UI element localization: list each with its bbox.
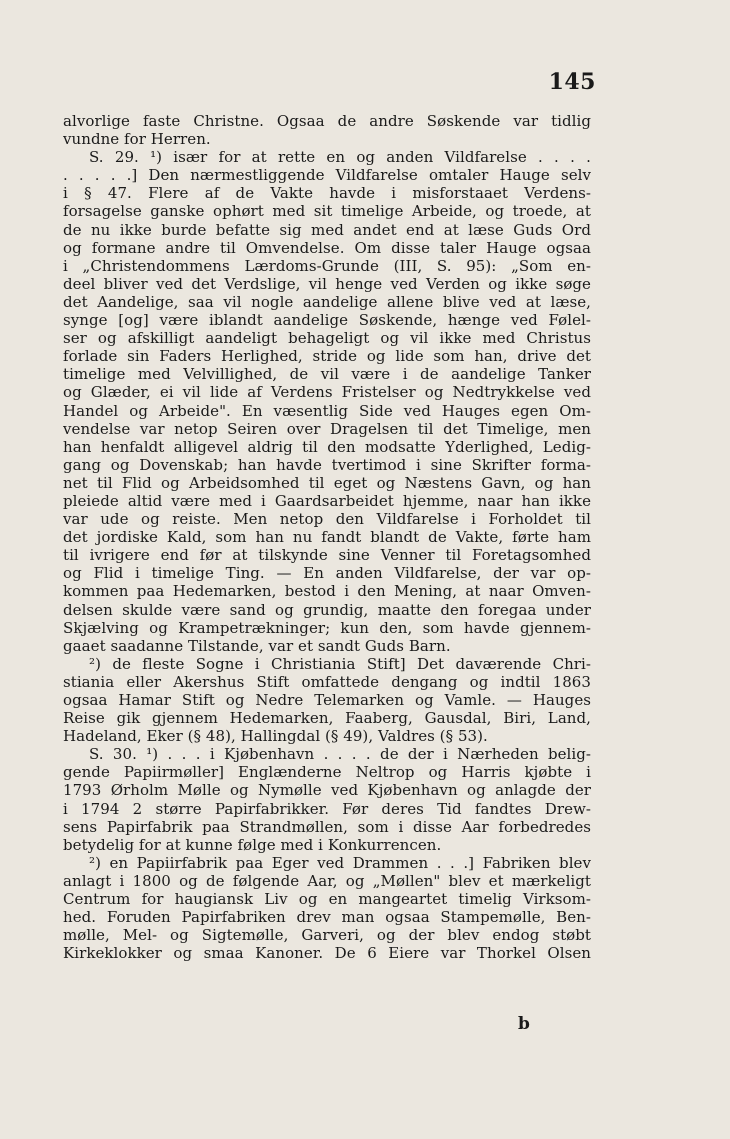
- text-line: og Flid i timelige Ting. — En anden Vildfarelse, der var op-: [63, 564, 591, 583]
- text-line: han henfaldt alligevel aldrig til den modsatte Yderlighed, Ledig-: [63, 437, 591, 456]
- text-line: gende Papiirmøller] Englænderne Neltrop og Harris kjøbte i: [63, 763, 591, 782]
- text-line: vendelse var netop Seiren over Dragelsen til det Timelige, men: [63, 419, 591, 438]
- page-number: 145: [548, 69, 596, 95]
- text-line: hed. Foruden Papirfabriken drev man ogsaa Stampemølle, Ben-: [63, 908, 591, 927]
- text-line: deel bliver ved det Verdslige, vil henge ved Verden og ikke søge: [63, 274, 591, 293]
- text-line: de nu ikke burde befatte sig med andet end at læse Guds Ord: [63, 220, 591, 239]
- text-line: kommen paa Hedemarken, bestod i den Mening, at naar Omven-: [63, 582, 591, 601]
- text-line: Kirkeklokker og smaa Kanoner. De 6 Eiere var Thorkel Olsen: [63, 944, 591, 963]
- text-line: Skjælving og Krampetrækninger; kun den, som havde gjennem-: [63, 618, 591, 637]
- text-line: gaaet saadanne Tilstande, var et sandt Guds Barn.: [63, 636, 451, 655]
- text-line: Reise gik gjennem Hedemarken, Faaberg, Gausdal, Biri, Land,: [63, 709, 591, 728]
- text-line: til ivrigere end før at tilskynde sine Venner til Foretagsomhed: [63, 546, 591, 565]
- text-line: ²) en Papiirfabrik paa Eger ved Drammen . . .] Fabriken blev: [89, 853, 591, 872]
- text-line: net til Flid og Arbeidsomhed til eget og Næstens Gavn, og han: [63, 473, 591, 492]
- signature-mark: b: [518, 1014, 530, 1034]
- text-line: og formane andre til Omvendelse. Om disse taler Hauge ogsaa: [63, 238, 591, 257]
- text-line: 1793 Ørholm Mølle og Nymølle ved Kjøbenhavn og anlagde der: [63, 781, 591, 800]
- text-line: stiania eller Akershus Stift omfattede dengang og indtil 1863: [63, 672, 591, 691]
- text-line: alvorlige faste Christne. Ogsaa de andre Søskende var tidlig: [63, 112, 591, 130]
- text-line: vundne for Herren.: [63, 130, 211, 149]
- text-line: i „Christendommens Lærdoms-Grunde (III, S. 95): „Som en-: [63, 256, 591, 275]
- text-line: ²) de fleste Sogne i Christiania Stift] Det daværende Chri-: [89, 654, 591, 673]
- text-line: S. 30. ¹) . . . i Kjøbenhavn . . . . de der i Nærheden belig-: [89, 745, 591, 764]
- text-line: i 1794 2 større Papirfabrikker. Før deres Tid fandtes Drew-: [63, 799, 591, 818]
- body-text: [63, 112, 591, 962]
- text-line: synge [og] være iblandt aandelige Søskende, hænge ved Følel-: [63, 311, 591, 330]
- text-line: forlade sin Faders Herlighed, stride og lide som han, drive det: [63, 347, 591, 366]
- text-line: var ude og reiste. Men netop den Vildfarelse i Forholdet til: [63, 510, 591, 529]
- text-line: delsen skulde være sand og grundig, maatte den foregaa under: [63, 600, 591, 619]
- text-line: det Aandelige, saa vil nogle aandelige allene blive ved at læse,: [63, 292, 591, 311]
- text-line: anlagt i 1800 og de følgende Aar, og „Møllen" blev et mærkeligt: [63, 871, 591, 890]
- text-line: mølle, Mel- og Sigtemølle, Garveri, og der blev endog støbt: [63, 926, 591, 945]
- text-line: . . . . .] Den nærmestliggende Vildfarelse omtaler Hauge selv: [63, 166, 591, 185]
- text-line: i § 47. Flere af de Vakte havde i misforstaaet Verdens-: [63, 184, 591, 203]
- text-line: sens Papirfabrik paa Strandmøllen, som i disse Aar forbedredes: [63, 817, 591, 836]
- text-line: betydelig for at kunne følge med i Konkurrencen.: [63, 835, 442, 854]
- text-line: pleiede altid være med i Gaardsarbeidet hjemme, naar han ikke: [63, 491, 591, 510]
- text-line: det jordiske Kald, som han nu fandt blandt de Vakte, førte ham: [63, 528, 591, 547]
- text-line: ogsaa Hamar Stift og Nedre Telemarken og Vamle. — Hauges: [63, 691, 591, 709]
- text-line: Hadeland, Eker (§ 48), Hallingdal (§ 49), Valdres (§ 53).: [63, 727, 488, 746]
- text-line: Handel og Arbeide". En væsentlig Side ved Hauges egen Om-: [63, 401, 591, 420]
- text-line: Centrum for haugiansk Liv og en mangeartet timelig Virksom-: [63, 890, 591, 909]
- text-line: timelige med Velvillighed, de vil være i de aandelige Tanker: [63, 365, 591, 384]
- text-line: ser og afskilligt aandeligt behageligt og vil ikke med Christus: [63, 329, 591, 348]
- text-line: S. 29. ¹) især for at rette en og anden Vildfarelse . . . .: [89, 148, 591, 167]
- text-line: og Glæder, ei vil lide af Verdens Fristelser og Nedtrykkelse ved: [63, 383, 591, 402]
- text-line: forsagelse ganske ophørt med sit timelige Arbeide, og troede, at: [63, 202, 591, 221]
- text-line: gang og Dovenskab; han havde tvertimod i sine Skrifter forma-: [63, 455, 591, 474]
